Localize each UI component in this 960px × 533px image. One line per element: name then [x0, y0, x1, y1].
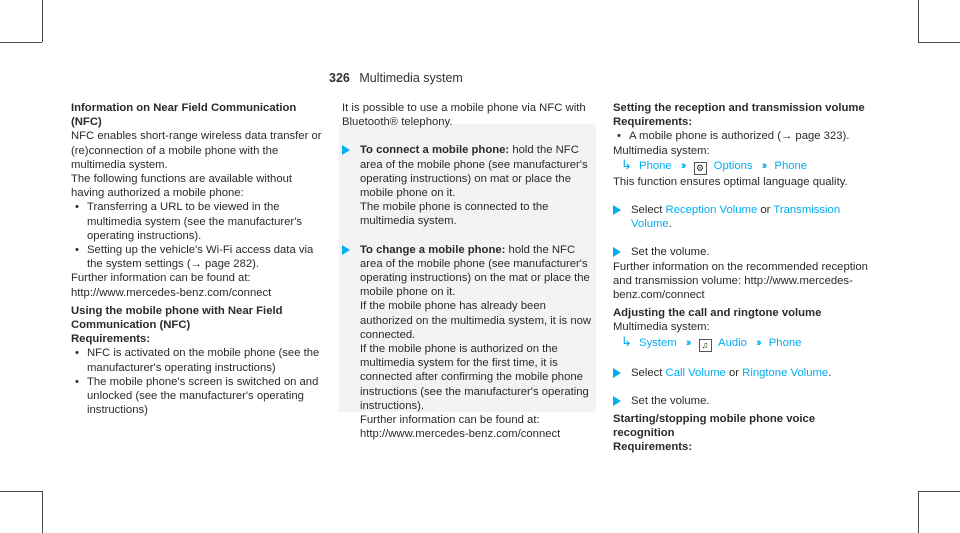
section-heading: Starting/stopping mobile phone voice recognition: [613, 413, 816, 440]
action-arrow-icon: [342, 245, 350, 255]
return-arrow-icon: ↳: [621, 156, 632, 172]
requirements-label: Requirements:: [613, 441, 693, 454]
page-header: [329, 71, 463, 85]
action-step: Select Reception Volume or Transmission Volume.: [613, 203, 875, 231]
action-text: Select: [631, 366, 663, 379]
action-text: Select: [631, 204, 663, 217]
action-arrow-icon: [613, 205, 621, 215]
crop-mark: [0, 42, 42, 43]
action-arrow-icon: [342, 145, 350, 155]
action-step: Select Call Volume or Ringtone Volume.: [613, 366, 875, 380]
crop-mark: [918, 42, 960, 43]
crop-mark: [42, 491, 43, 533]
action-label: To connect a mobile phone:: [360, 144, 510, 157]
action-label: To change a mobile phone:: [360, 243, 506, 256]
list-item: • Setting up the vehicle's Wi-Fi access data via the system settings (→ page 282).: [71, 243, 326, 271]
menu-item: Reception Volume: [665, 204, 758, 217]
bullet-list: [71, 200, 326, 271]
bullet-list: [71, 346, 326, 417]
action-text: hold the NFC area of the mobile phone (see manufacturer's operating instructions) on mat or place the mobile phone on it.: [360, 144, 588, 200]
action-result: If the mobile phone has already been authorized on the multimedia system, it is now connected.: [360, 300, 592, 341]
action-text: Set the volume.: [631, 246, 710, 259]
return-arrow-icon: ↳: [621, 333, 632, 349]
crop-mark: [918, 491, 919, 533]
double-chevron-icon: ››: [680, 159, 685, 172]
requirements-label: Requirements:: [71, 333, 151, 346]
page-number: 326: [329, 71, 350, 85]
paragraph: NFC enables short-range wireless data transfer or (re)connection of a mobile phone with the multimedia system.: [71, 130, 322, 171]
section-heading: Using the mobile phone with Near Field Communication (NFC): [71, 304, 283, 332]
column-1: [71, 101, 326, 417]
paragraph: The following functions are available without having authorized a mobile phone:: [71, 173, 293, 200]
action-text: hold the NFC area of the mobile phone (see manufacturer's operating instructions) on the mat or place the mobile phone on it.: [360, 243, 590, 299]
paragraph: Further information on the recommended reception and transmission volume: http://www.mercedes-benz.com/connect: [613, 260, 868, 302]
list-item: • The mobile phone's screen is switched on and unlocked (see the manufacturer's operating instructions): [71, 375, 326, 418]
double-chevron-icon: ››: [761, 159, 766, 172]
double-chevron-icon: ››: [685, 336, 690, 349]
menu-item: Call Volume: [665, 366, 726, 379]
double-chevron-icon: ››: [756, 336, 760, 349]
menu-item-phone: Phone: [639, 159, 672, 172]
action-step: [342, 243, 594, 442]
action-step: [613, 245, 875, 259]
paragraph: Further information can be found at: http://www.mercedes-benz.com/connect: [71, 272, 272, 299]
section-heading: Setting the reception and transmission volume: [613, 102, 865, 114]
action-result: The mobile phone is connected to the multimedia system.: [360, 201, 549, 228]
crop-mark: [918, 491, 960, 492]
action-text: or: [728, 366, 740, 379]
menu-path: [613, 335, 875, 352]
menu-item-audio: Audio: [718, 336, 747, 349]
action-result: If the mobile phone is authorized on the multimedia system for the first time, it is connected after confirming the mobile phone instructions (see the manufacturer's operating instructions).: [360, 343, 589, 412]
crop-mark: [0, 491, 42, 492]
list-item: • A mobile phone is authorized (→ page 323).: [613, 129, 875, 143]
menu-item-options: Options: [713, 159, 753, 172]
page-section-title: Multimedia system: [359, 71, 463, 85]
section-heading: Adjusting the call and ringtone volume: [613, 307, 822, 320]
paragraph: Multimedia system:: [613, 144, 710, 157]
menu-item-phone: Phone: [774, 159, 808, 172]
options-icon: ⚙: [694, 162, 707, 175]
menu-item-system: System: [639, 336, 677, 349]
action-result: Further information can be found at: http://www.mercedes-benz.com/connect: [360, 414, 561, 441]
action-arrow-icon: [613, 368, 621, 378]
action-text: Set the volume.: [631, 394, 710, 407]
crop-mark: [918, 0, 919, 42]
list-item: • Transferring a URL to be viewed in the multimedia system (see the manufacturer's operating instructions).: [71, 200, 326, 243]
menu-item: Transmission Volume: [631, 204, 841, 231]
menu-item: Ringtone Volume: [742, 366, 829, 379]
action-step: [613, 394, 875, 408]
bullet-list: [613, 129, 875, 143]
list-item: • NFC is activated on the mobile phone (see the manufacturer's operating instructions): [71, 346, 326, 374]
paragraph: It is possible to use a mobile phone via NFC with Bluetooth® telephony.: [342, 102, 586, 129]
section-heading: Information on Near Field Communication (NFC): [71, 102, 297, 129]
column-2: [342, 101, 594, 441]
action-step: [342, 143, 594, 228]
action-arrow-icon: [613, 247, 621, 257]
paragraph: This function ensures optimal language quality.: [613, 175, 848, 188]
action-text: or: [760, 204, 771, 217]
paragraph: Multimedia system:: [613, 321, 710, 334]
column-3: [613, 101, 875, 455]
requirements-label: Requirements:: [613, 116, 693, 129]
menu-item-phone: Phone: [768, 336, 802, 349]
crop-mark: [42, 0, 43, 42]
menu-path: [613, 158, 875, 175]
action-arrow-icon: [613, 396, 621, 406]
audio-icon: ♫: [699, 339, 712, 352]
